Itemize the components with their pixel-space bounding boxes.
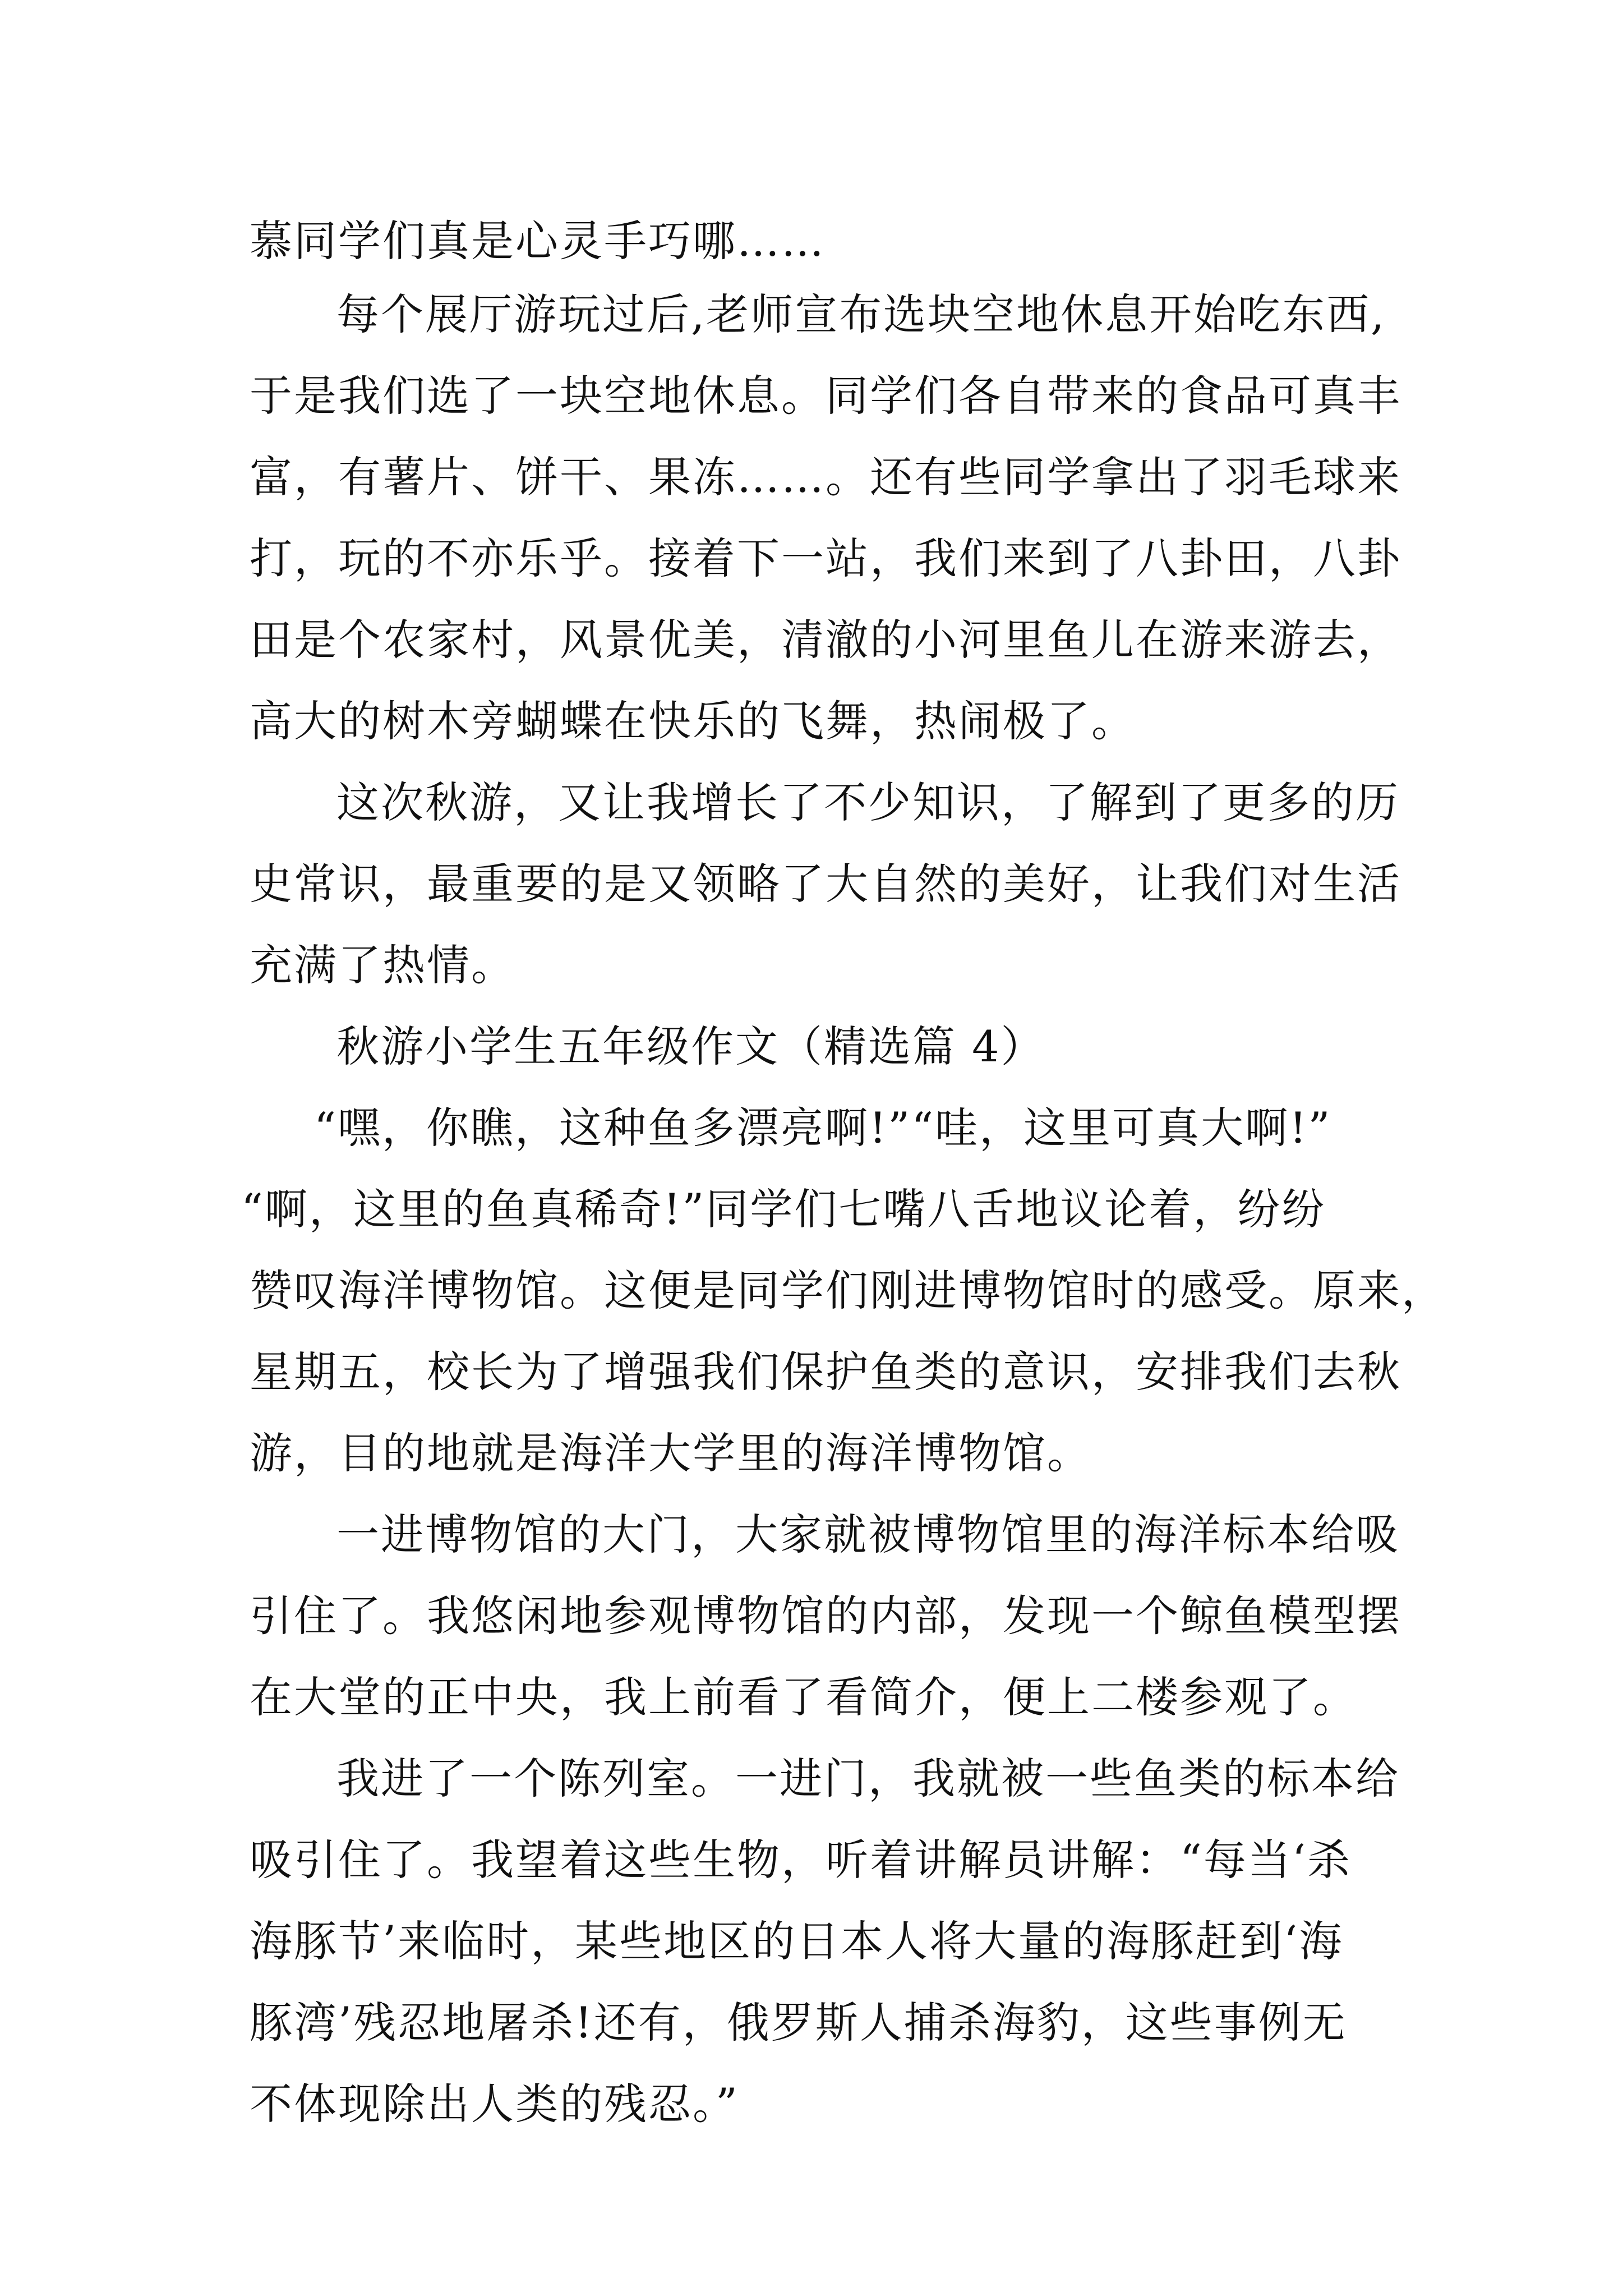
text-line: 田是个农家村，风景优美，清澈的小河里鱼儿在游来游去， (250, 615, 1401, 665)
text-line: 史常识，最重要的是又领略了大自然的美好，让我们对生活 (250, 859, 1401, 909)
text-line: 充满了热情。 (250, 940, 515, 990)
paragraph-start: “嘿，你瞧，这种鱼多漂亮啊!”“哇，这里可真大啊!” (314, 1103, 1332, 1153)
section-title: 秋游小学生五年级作文（精选篇 4） (336, 1022, 1045, 1071)
paragraph-start: 每个展厅游玩过后,老师宣布选块空地休息开始吃东西, (336, 289, 1386, 339)
text-line: 海豚节’来临时，某些地区的日本人将大量的海豚赶到‘海 (250, 1916, 1344, 1966)
text-line: 富，有薯片、饼干、果冻……。还有些同学拿出了羽毛球来 (250, 452, 1401, 502)
paragraph-start: 我进了一个陈列室。一进门，我就被一些鱼类的标本给 (336, 1754, 1400, 1803)
text-line: 不体现除出人类的残忍。” (250, 2079, 739, 2129)
text-line: 星期五，校长为了增强我们保护鱼类的意识，安排我们去秋 (250, 1347, 1401, 1397)
text-line: 游，目的地就是海洋大学里的海洋博物馆。 (250, 1428, 1091, 1478)
text-line: 赞叹海洋博物馆。这便是同学们刚进博物馆时的感受。原来， (250, 1266, 1446, 1315)
paragraph-start: 这次秋游，又让我增长了不少知识，了解到了更多的历 (336, 777, 1400, 827)
text-line: 在大堂的正中央，我上前看了看简介，便上二楼参观了。 (250, 1672, 1357, 1722)
text-line: 豚湾’残忍地屠杀!还有，俄罗斯人捕杀海豹，这些事例无 (250, 1998, 1347, 2047)
text-line: 于是我们选了一块空地休息。同学们各自带来的食品可真丰 (250, 371, 1401, 421)
text-line: 吸引住了。我望着这些生物，听着讲解员讲解：“每当‘杀 (250, 1835, 1352, 1885)
paragraph-start: 一进博物馆的大门，大家就被博物馆里的海洋标本给吸 (336, 1510, 1400, 1559)
text-line: “啊，这里的鱼真稀奇!”同学们七嘴八舌地议论着，纷纷 (241, 1184, 1326, 1234)
text-line: 打，玩的不亦乐乎。接着下一站，我们来到了八卦田，八卦 (250, 533, 1401, 583)
text-line: 慕同学们真是心灵手巧哪…… (250, 216, 826, 266)
text-line: 高大的树木旁蝴蝶在快乐的飞舞，热闹极了。 (250, 696, 1136, 746)
text-line: 引住了。我悠闲地参观博物馆的内部，发现一个鲸鱼模型摆 (250, 1591, 1401, 1641)
